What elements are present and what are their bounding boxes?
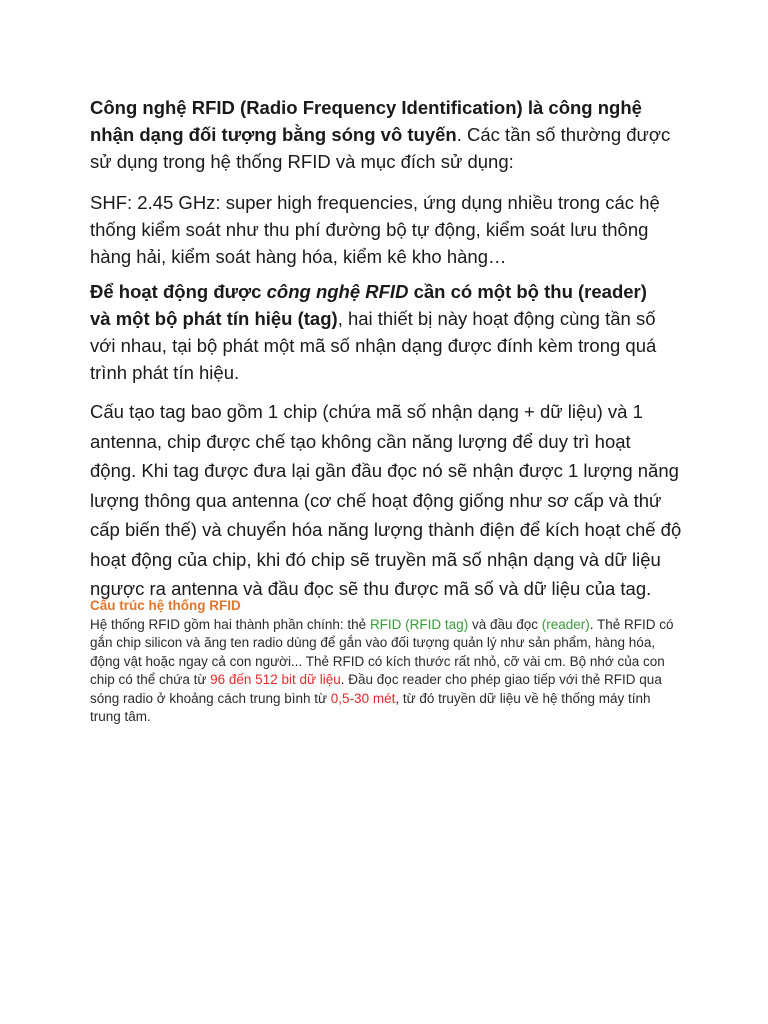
- intro-bold-text: Công nghệ RFID (Radio Frequency Identification) là công nghệ nhận dạng đối tượng bằng sóng vô tuyến: [90, 97, 642, 145]
- tag-structure-text: Cấu tạo tag bao gồm 1 chip (chứa mã số nhận dạng + dữ liệu) và 1 antenna, chip được chế tạo không cần năng lượng để duy trì hoạt động. Khi tag được đưa lại gần đầu đọc nó sẽ nhận được 1 lượng năng lượng thông qua antenna (cơ chế hoạt động giống như sơ cấp và thứ cấp biến thế) và chuyển hóa năng lượng thành điện để kích hoạt chế độ hoạt động của chip, khi đó chip sẽ truyền mã số nhận dạng và dữ liệu ngược ra antenna và đầu đọc sẽ thu được mã số và dữ liệu của tag.: [90, 401, 682, 599]
- paragraph-intro: [90, 94, 672, 175]
- section-title: Cấu trúc hệ thống RFID: [90, 598, 241, 613]
- section-text-3: . Thẻ RFID có gắn chip silicon và ăng ten radio dùng để gắn vào đối tượng quản lý như sản phẩm, hàng hóa, động vật hoặc ngay cả con người... Thẻ RFID có kích thước rất nhỏ, cỡ vài cm. Bộ nhớ của con chip có thể chứa từ: [90, 616, 674, 687]
- rfid-tag-link[interactable]: RFID (RFID tag): [369, 616, 469, 632]
- section-rfid-structure: [90, 597, 682, 727]
- section-text-5: , từ đó truyền dữ liệu về hệ thống máy tính trung tâm.: [90, 690, 651, 724]
- paragraph-shf: [90, 189, 672, 270]
- reader-link[interactable]: (reader): [541, 616, 590, 632]
- intro-text: . Các tần số thường được sử dụng trong hệ thống RFID và mục đích sử dụng:: [90, 124, 671, 172]
- section-body: [90, 616, 682, 727]
- operation-bold-2: cần có một bộ thu (reader) và một bộ phát tín hiệu (tag): [90, 281, 647, 329]
- section-text-1: Hệ thống RFID gồm hai thành phần chính: thẻ: [90, 616, 370, 632]
- paragraph-tag-structure: [90, 397, 682, 604]
- paragraph-operation: [90, 278, 672, 386]
- section-text-4: . Đầu đọc reader cho phép giao tiếp với thẻ RFID qua sóng radio ở khoảng cách trung bình từ: [90, 672, 662, 706]
- memory-size-highlight: 96 đến 512 bit dữ liệu: [210, 672, 341, 687]
- section-text-2: và đầu đọc: [468, 616, 542, 632]
- range-highlight: 0,5-30 mét: [330, 690, 396, 706]
- operation-bold-italic: công nghệ RFID: [266, 281, 409, 302]
- shf-text: SHF: 2.45 GHz: super high frequencies, ứng dụng nhiều trong các hệ thống kiểm soát như thu phí đường bộ tự động, kiểm soát lưu thông hàng hải, kiểm soát hàng hóa, kiểm kê kho hàng…: [90, 192, 660, 267]
- operation-text: , hai thiết bị này hoạt động cùng tần số với nhau, tại bộ phát một mã số nhận dạng được đính kèm trong quá trình phát tín hiệu.: [90, 308, 657, 383]
- operation-bold-1: Để hoạt động được: [90, 281, 267, 302]
